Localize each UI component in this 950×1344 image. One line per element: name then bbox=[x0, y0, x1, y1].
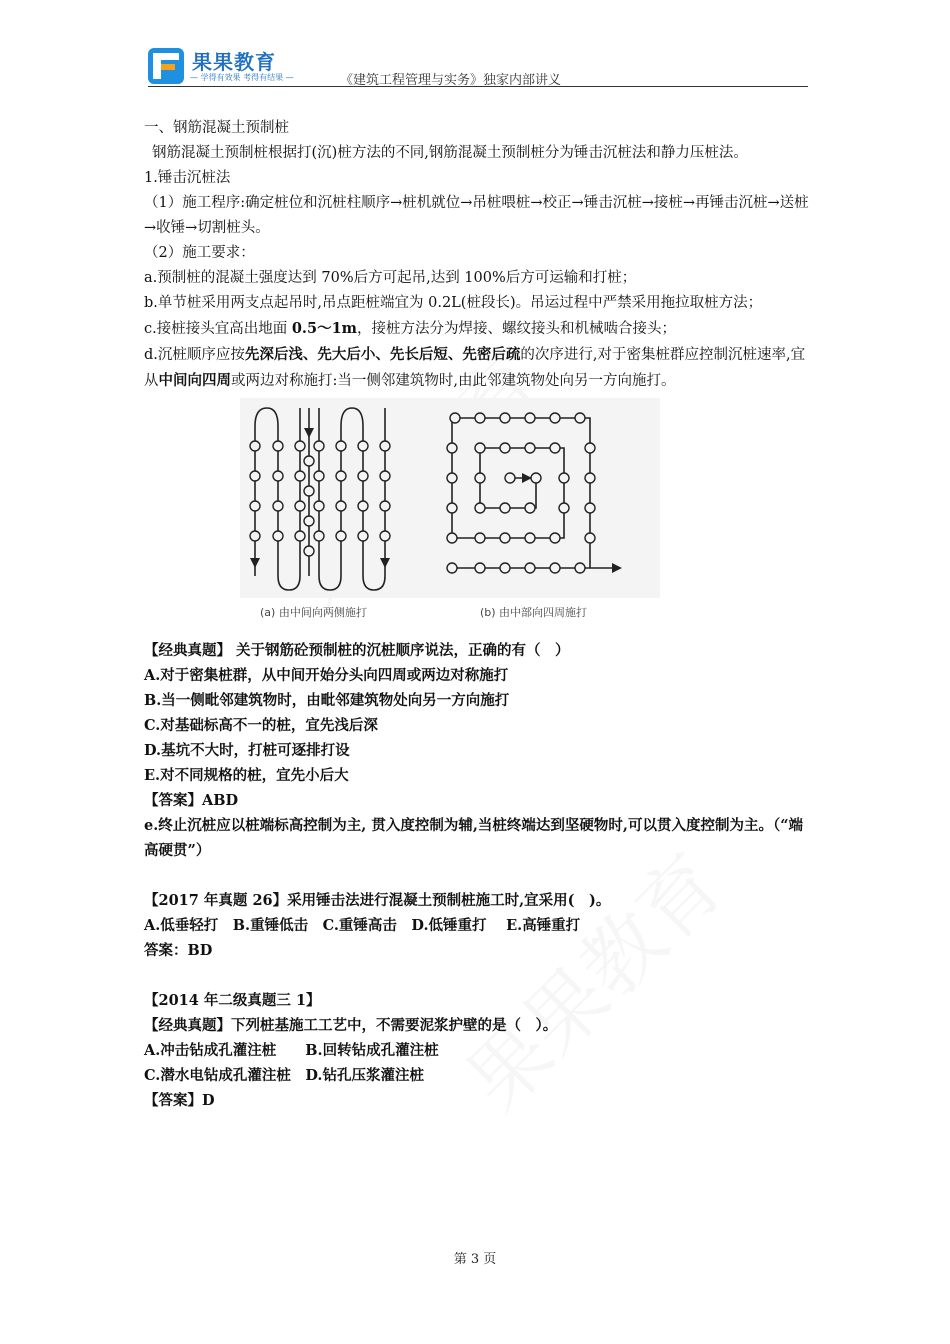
q3-options-2: C.潜水电钻成孔灌注桩 D.钻孔压浆灌注桩 bbox=[144, 1067, 424, 1084]
q2-options: A.低垂轻打 B.重锤低击 C.重锤高击 D.低锤重打 E.高锤重打 bbox=[144, 917, 581, 934]
page-header bbox=[148, 44, 808, 88]
requirement-b: b.单节桩采用两支点起吊时,吊点距桩端宜为 0.2L(桩段长)。吊运过程中严禁采用拖拉取桩方法； bbox=[144, 295, 763, 311]
piling-sequence-figure bbox=[240, 398, 660, 628]
brand-name: 果果教育 bbox=[192, 50, 276, 74]
piling-diagram bbox=[240, 398, 660, 598]
q3-options-1: A.冲击钻成孔灌注桩 B.回转钻成孔灌注桩 bbox=[144, 1042, 439, 1059]
requirements-title: （2）施工要求： bbox=[144, 245, 255, 261]
q3-answer: 【答案】D bbox=[144, 1092, 215, 1109]
q1-answer: 【答案】ABD bbox=[144, 792, 239, 809]
q1-option-d: D.基坑不大时，打桩可逐排打设 bbox=[144, 742, 350, 759]
page-number: 第 3 页 bbox=[453, 1252, 497, 1267]
requirement-a: a.预制桩的混凝土强度达到 70%后方可起吊,达到 100%后方可运输和打桩； bbox=[144, 270, 637, 286]
requirement-d: d.沉桩顺序应按先深后浅、先大后小、先长后短、先密后疏的次序进行,对于密集桩群应控制沉桩速率,宜从中间向四周或两边对称施打:当一侧邻建筑物时,由此邻建筑物处向另一方向施打。 bbox=[144, 346, 806, 389]
page-content bbox=[144, 116, 810, 1113]
q1-option-a: A.对于密集桩群，从中间开始分头向四周或两边对称施打 bbox=[144, 667, 509, 684]
q3-source: 【2014 年二级真题三 1】 bbox=[144, 992, 321, 1009]
q3-question: 【经典真题】下列桩基施工工艺中，不需要泥浆护壁的是（ ）。 bbox=[144, 1017, 558, 1034]
subheading-hammer: 1.锤击沉桩法 bbox=[144, 170, 231, 186]
requirement-e: e.终止沉桩应以桩端标高控制为主, 贯入度控制为辅,当桩终端达到坚硬物时,可以贯入度控制为主。（“端高硬贯”） bbox=[144, 817, 804, 859]
q2-question: 【2017 年真题 26】采用锤击法进行混凝土预制桩施工时,宜采用( )。 bbox=[144, 892, 611, 909]
procedure-paragraph: （1）施工程序:确定桩位和沉桩柱顺序→桩机就位→吊桩喂桩→校正→锤击沉桩→接桩→再锤击沉桩→送桩→收锤→切割桩头。 bbox=[144, 195, 809, 236]
q1-option-b: B.当一侧毗邻建筑物时，由毗邻建筑物处向另一方向施打 bbox=[144, 692, 510, 709]
section-heading: 一、钢筋混凝土预制桩 bbox=[144, 120, 289, 136]
header-divider bbox=[148, 86, 808, 87]
logo-icon bbox=[148, 48, 184, 84]
q1-question: 【经典真题】 关于钢筋砼预制桩的沉桩顺序说法，正确的有（ ） bbox=[144, 642, 570, 659]
requirement-c: c.接桩接头宜高出地面 0.5～1m，接桩方法分为焊接、螺纹接头和机械啮合接头； bbox=[144, 320, 677, 337]
intro-paragraph: 钢筋混凝土预制桩根据打(沉)桩方法的不同,钢筋混凝土预制桩分为锤击沉桩法和静力压桩法。 bbox=[152, 145, 748, 161]
caption-b: (b) 由中部向四周施打 bbox=[480, 606, 588, 619]
q1-option-e: E.对不同规格的桩，宜先小后大 bbox=[144, 767, 349, 784]
document-title: 《建筑工程管理与实务》独家内部讲义 bbox=[340, 73, 562, 88]
brand-slogan: — 学得有效果 考得有结果 — bbox=[190, 73, 294, 82]
q2-answer: 答案：BD bbox=[144, 942, 213, 959]
q1-option-c: C.对基础标高不一的桩，宜先浅后深 bbox=[144, 717, 378, 734]
caption-a: (a) 由中间向两侧施打 bbox=[260, 606, 367, 619]
